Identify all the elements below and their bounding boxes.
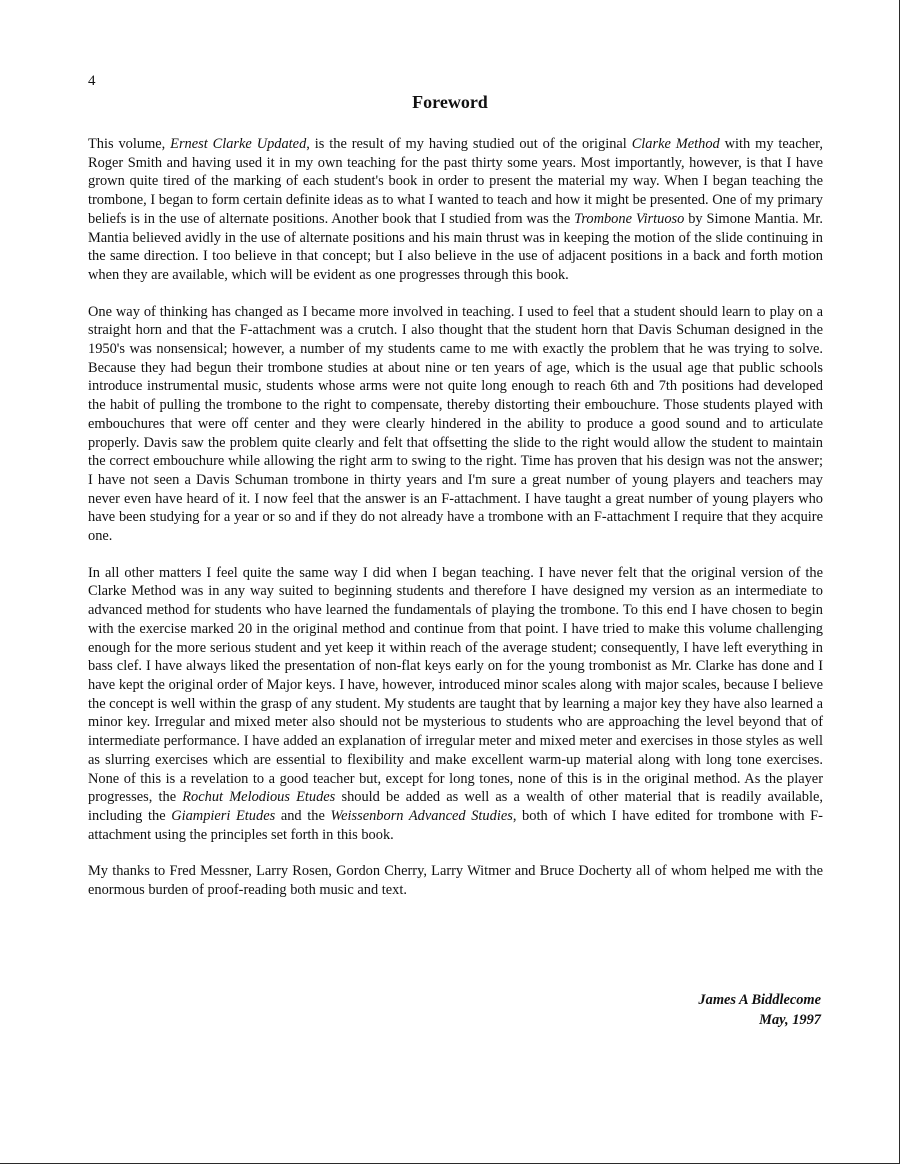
paragraph-text: My thanks to Fred Messner, Larry Rosen, Gordon Cherry, Larry Witmer and Bruce Docherty all of whom helped me with the enormous burden of proof-reading both music and text. [88,863,823,899]
paragraph-text: , both of which I have edited for trombone with F-attachment using the principles set forth in this book. [88,807,823,843]
italic-title-text: Trombone Virtuoso [574,210,685,227]
page-title: Foreword [412,92,488,112]
italic-title-text: Clarke Method [631,136,720,152]
paragraph-text: with my teacher, Roger Smith and having used it in my own teaching for the past thirty some years. Most importantly, however, is that I have grown quite tired of the marking of each student's book in order to present the material my way. When I began teaching the trombone, I began to form certain definite ideas as to what I wanted to teach and how it might be presented. One of my primary beliefs is in the use of alternate positions. Another book that I studied from was the [88,136,823,227]
paragraph [88,564,823,845]
italic-title-text: Weissenborn Advanced Studies [330,807,513,824]
page-number: 4 [88,73,96,89]
italic-title-text: Ernest Clarke Updated [170,136,307,152]
paragraph-text: This volume, [88,136,171,152]
paragraph [88,303,823,546]
signature-block [698,990,821,1030]
foreword-body [88,135,823,918]
paragraph-text: , is the result of my having studied out of the original [306,136,632,152]
paragraph-text: One way of thinking has changed as I became more involved in teaching. I used to feel that a student should learn to play on a straight horn and that the F-attachment was a crutch. I also thought that the student horn that Davis Schuman designed in the 1950's was nonsensical; however, a number of my students came to me with exactly the problem that he was trying to solve. Because they had begun their trombone studies at about nine or ten years of age, which is the usual age that public schools introduce instrumental music, students whose arms were not quite long enough to reach 6th and 7th positions had developed the habit of pulling the trombone to the right to compensate, thereby distorting their embouchure. Those students played with embouchures that were off center and they were clearly hindered in the ability to produce a good sound and to articulate properly. Davis saw the problem quite clearly and felt that offsetting the slide to the right would allow the student to maintain the correct embouchure while allowing the right arm to swing to the right. Time has proven that his design was not the answer; I have not seen a Davis Schuman trombone in thirty years and I'm sure a great number of young players and teachers may never even have heard of it. I now feel that the answer is an F-attachment. I have taught a great number of young players who have been studying for a year or so and if they do not already have a trombone with an F-attachment I require that they acquire one. [88,303,823,545]
italic-title-text: Rochut Melodious Etudes [182,789,336,806]
signature-date: May, 1997 [759,1012,821,1028]
paragraph [88,862,823,899]
italic-title-text: Giampieri Etudes [171,807,276,824]
paragraph-text: In all other matters I feel quite the same way I did when I began teaching. I have never felt that the original version of the Clarke Method was in any way suited to beginning students and therefore I have designed my version as an intermediate to advanced method for students who have learned the fundamentals of playing the trombone. To this end I have chosen to begin with the exercise marked 20 in the original method and continue from that point. I have tried to make this volume challenging enough for the more serious student and yet keep it within reach of the average student; consequently, I have left everything in bass clef. I have always liked the presentation of non-flat keys early on for the young trombonist as Mr. Clarke has done and I have kept the original order of Major keys. I have, however, introduced minor scales along with major scales, because I believe the concept is well within the grasp of any student. My students are taught that by learning a major key they have also learned a minor key. Irregular and mixed meter also should not be mysterious to students who are approaching the level beyond that of intermediate performance. I have added an explanation of irregular meter and mixed meter and exercises in those styles as well as slurring exercises which are essential to flexibility and make excellent warm-up material along with long tone exercises. None of this is a revelation to a good teacher but, except for long tones, none of this is in the original method. As the player progresses, the [88,564,823,806]
paragraph [88,135,823,285]
paragraph-text: and the [275,807,331,824]
paragraph-text: should be added as well as a wealth of other material that is readily available, including the [88,789,823,824]
paragraph-text: by Simone Mantia. Mr. Mantia believed avidly in the use of alternate positions and his main thrust was in keeping the motion of the slide continuing in the same direction. I too believe in that concept; but I also believe in the use of adjacent positions in a back and forth motion when they are available, which will be evident as one progresses through this book. [88,210,823,283]
author-name: James A Biddlecome [698,992,821,1008]
